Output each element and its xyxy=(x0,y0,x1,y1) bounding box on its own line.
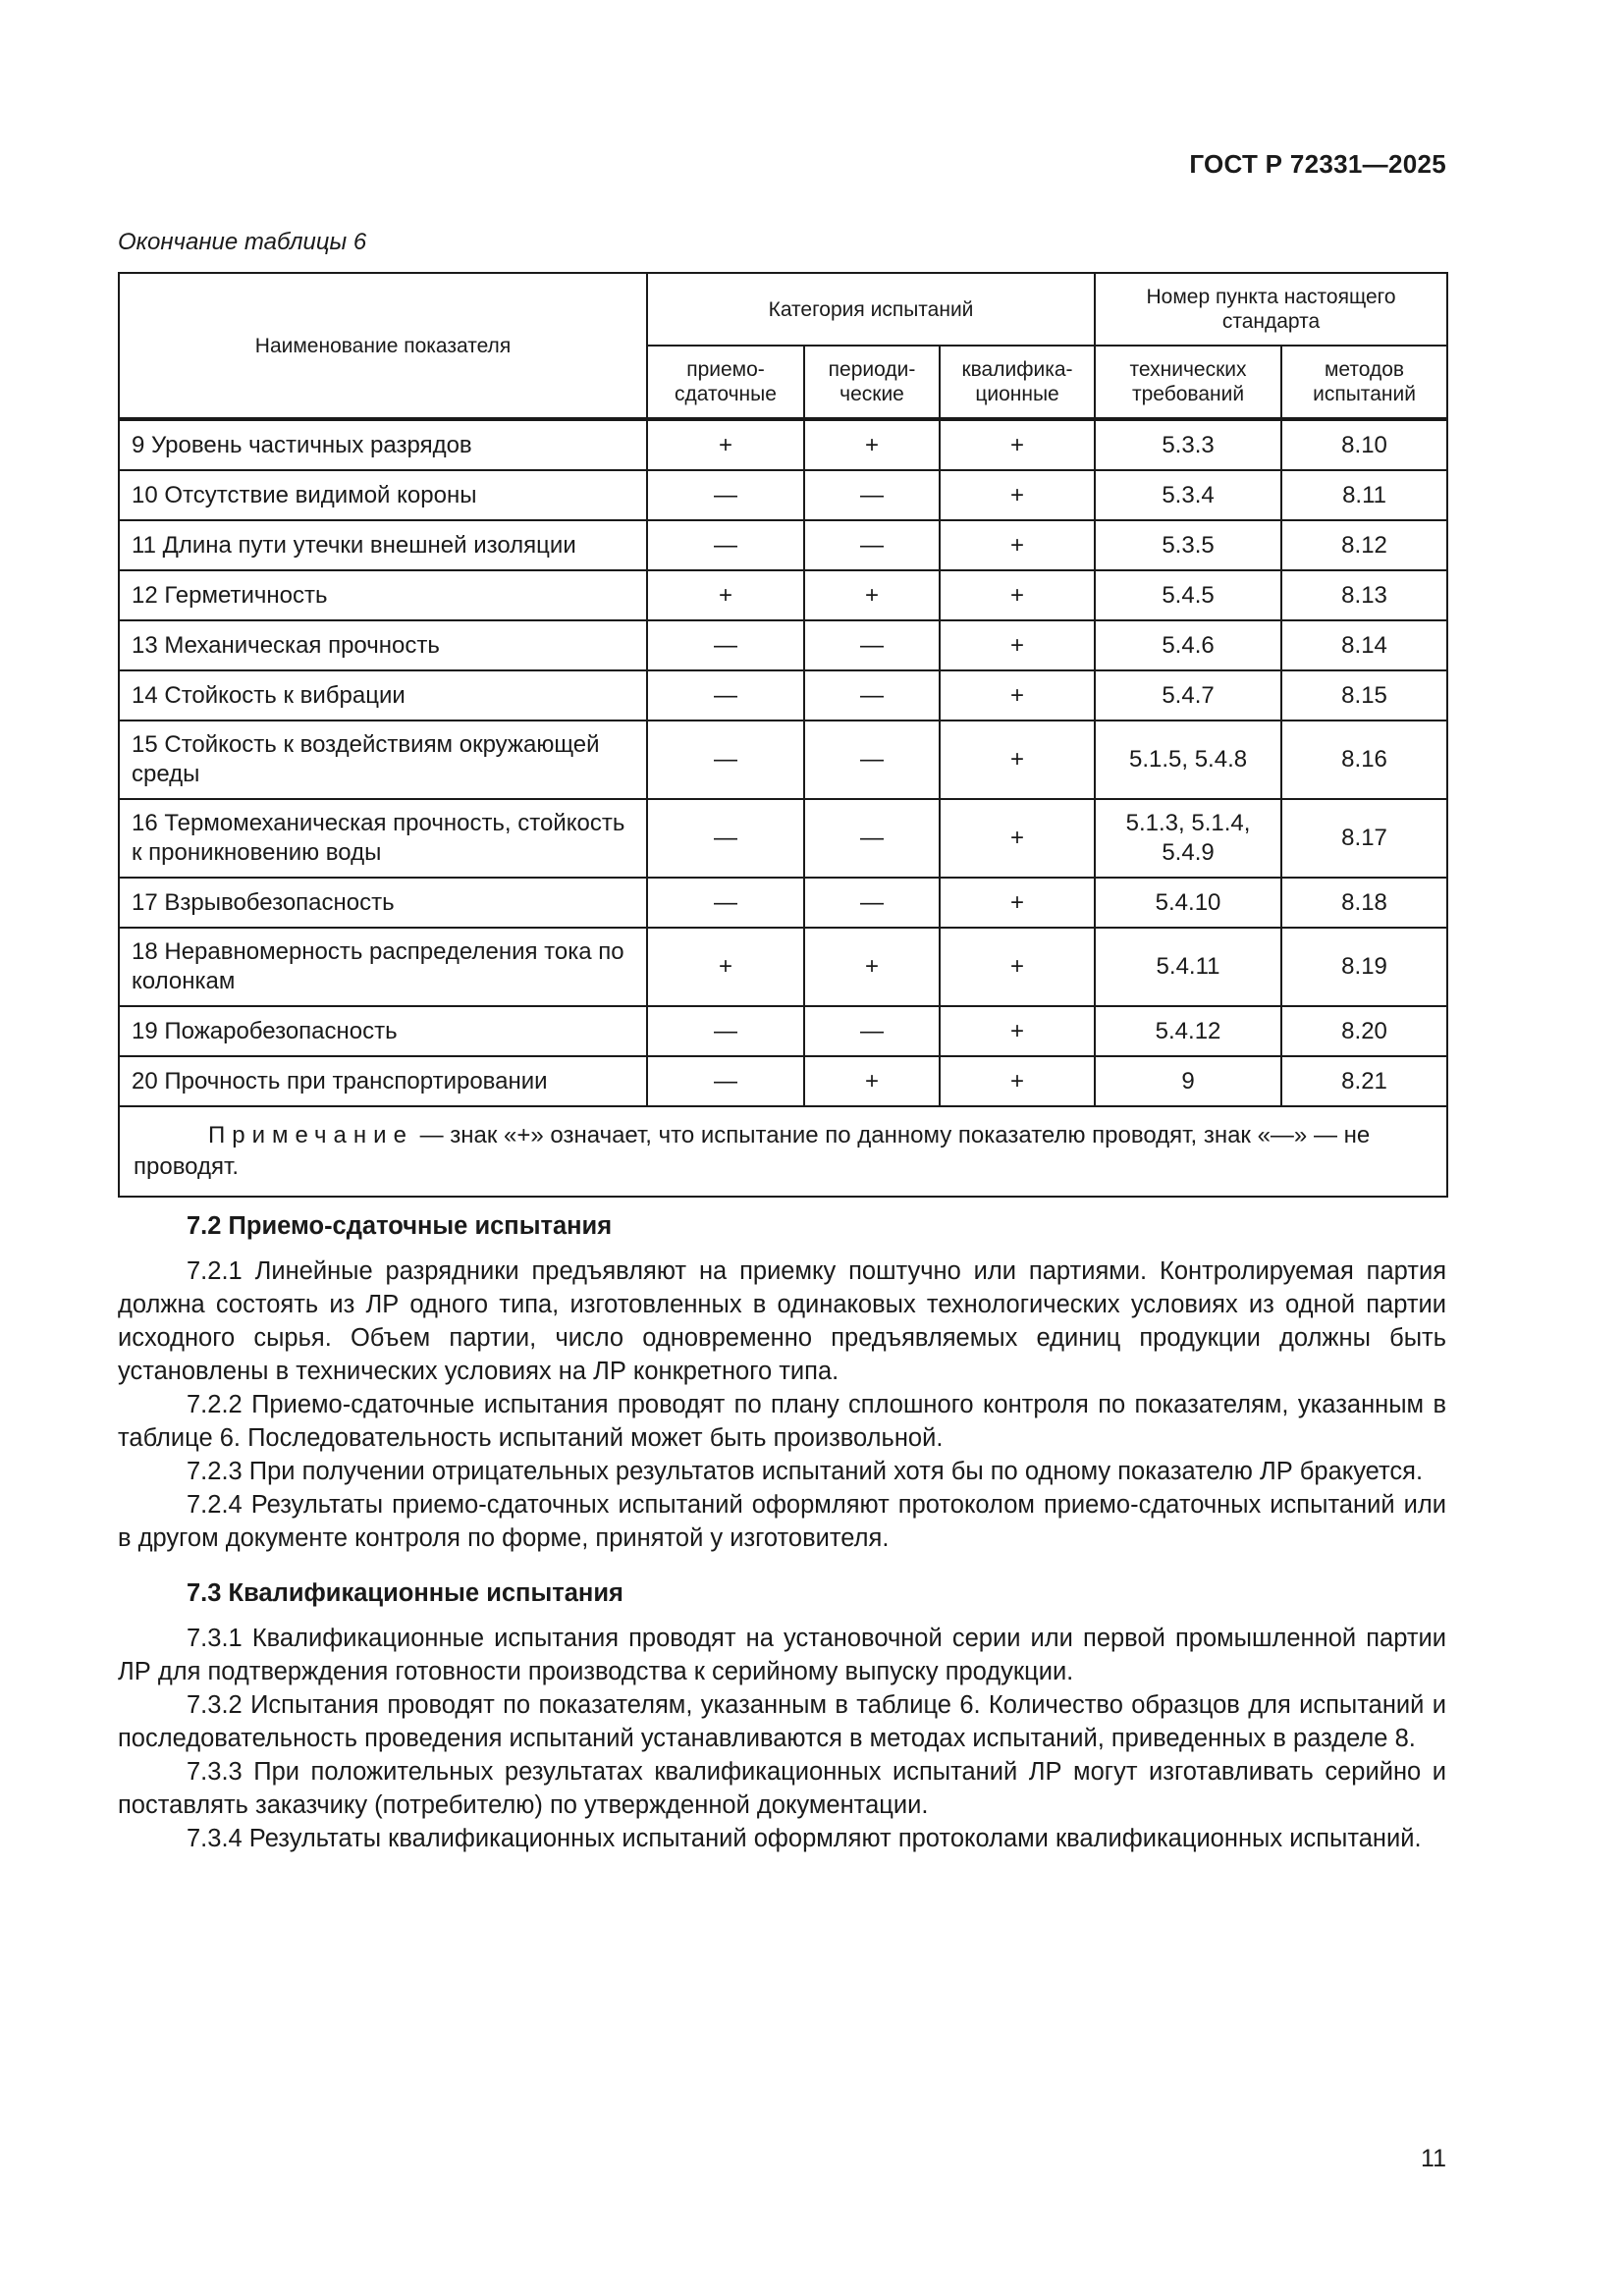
table-row xyxy=(119,670,1447,721)
cell-indicator-name: 19 Пожаробезопасность xyxy=(119,1006,647,1056)
cell-periodic: — xyxy=(804,470,940,520)
cell-test-method: 8.12 xyxy=(1281,520,1447,570)
cell-indicator-name: 18 Неравномерность распределения тока по колонкам xyxy=(119,928,647,1006)
cell-test-method: 8.20 xyxy=(1281,1006,1447,1056)
cell-test-method: 8.15 xyxy=(1281,670,1447,721)
table-row xyxy=(119,878,1447,928)
paragraph: 7.3.1 Квалификационные испытания проводят на установочной серии или первой промышленной партии ЛР для подтверждения готовности производства к серийному выпуску продукции. xyxy=(118,1625,1446,1685)
cell-tech-requirements: 5.4.10 xyxy=(1095,878,1281,928)
section-heading-7-2: 7.2 Приемо-сдаточные испытания xyxy=(187,1212,613,1240)
document-standard-id: ГОСТ Р 72331—2025 xyxy=(1189,149,1446,179)
table-note-row xyxy=(119,1106,1447,1197)
table-row xyxy=(119,1006,1447,1056)
cell-indicator-name: 17 Взрывобезопасность xyxy=(119,878,647,928)
table-row xyxy=(119,520,1447,570)
cell-acceptance: — xyxy=(647,799,804,878)
cell-tech-requirements: 9 xyxy=(1095,1056,1281,1106)
paragraph: 7.3.2 Испытания проводят по показателям, указанным в таблице 6. Количество образцов для испытаний и последовательность проведения испытаний устанавливаются в методах испытаний, приведенных в разделе 8. xyxy=(118,1691,1446,1752)
cell-periodic: + xyxy=(804,570,940,620)
cell-tech-requirements: 5.3.5 xyxy=(1095,520,1281,570)
cell-test-method: 8.18 xyxy=(1281,878,1447,928)
cell-indicator-name: 14 Стойкость к вибрации xyxy=(119,670,647,721)
paragraph: 7.2.4 Результаты приемо-сдаточных испытаний оформляют протоколом приемо-сдаточных испытаний или в другом документе контроля по форме, принятой у изготовителя. xyxy=(118,1491,1446,1552)
cell-periodic: — xyxy=(804,670,940,721)
cell-test-method: 8.13 xyxy=(1281,570,1447,620)
cell-tech-requirements: 5.1.3, 5.1.4, 5.4.9 xyxy=(1095,799,1281,878)
cell-periodic: + xyxy=(804,1056,940,1106)
cell-tech-requirements: 5.3.3 xyxy=(1095,419,1281,470)
cell-acceptance: — xyxy=(647,1056,804,1106)
cell-qualification: + xyxy=(940,928,1095,1006)
cell-periodic: — xyxy=(804,1006,940,1056)
cell-indicator-name: 12 Герметичность xyxy=(119,570,647,620)
paragraph: 7.3.3 При положительных результатах квалификационных испытаний ЛР могут изготавливать серийно и поставлять заказчику (потребителю) по утвержденной документации. xyxy=(118,1758,1446,1819)
cell-periodic: — xyxy=(804,721,940,799)
table-row xyxy=(119,1056,1447,1106)
cell-qualification: + xyxy=(940,470,1095,520)
cell-periodic: — xyxy=(804,520,940,570)
cell-acceptance: — xyxy=(647,878,804,928)
cell-acceptance: + xyxy=(647,928,804,1006)
cell-test-method: 8.10 xyxy=(1281,419,1447,470)
column-header-name: Наименование показателя xyxy=(119,273,647,419)
table-row xyxy=(119,721,1447,799)
cell-acceptance: — xyxy=(647,1006,804,1056)
cell-tech-requirements: 5.3.4 xyxy=(1095,470,1281,520)
cell-qualification: + xyxy=(940,620,1095,670)
cell-tech-requirements: 5.4.6 xyxy=(1095,620,1281,670)
cell-test-method: 8.17 xyxy=(1281,799,1447,878)
cell-qualification: + xyxy=(940,670,1095,721)
cell-periodic: — xyxy=(804,799,940,878)
note-text: — знак «+» означает, что испытание по данному показателю проводят, знак «—» — не проводят. xyxy=(134,1122,1371,1180)
cell-indicator-name: 15 Стойкость к воздействиям окружающей среды xyxy=(119,721,647,799)
cell-acceptance: — xyxy=(647,670,804,721)
body-text xyxy=(118,1209,1446,1855)
cell-test-method: 8.16 xyxy=(1281,721,1447,799)
cell-tech-requirements: 5.4.5 xyxy=(1095,570,1281,620)
paragraph: 7.2.1 Линейные разрядники предъявляют на приемку поштучно или партиями. Контролируемая партия должна состоять из ЛР одного типа, изготовленных в одинаковых технологических условиях из одной партии исходного сырья. Объем партии, число одновременно предъявляемых единиц продукции должны быть установлены в технических условиях на ЛР конкретного типа. xyxy=(118,1257,1446,1385)
tests-table xyxy=(118,272,1448,1198)
column-header-test-methods: методов испытаний xyxy=(1281,346,1447,419)
table-caption: Окончание таблицы 6 xyxy=(118,229,367,255)
cell-test-method: 8.19 xyxy=(1281,928,1447,1006)
table-row xyxy=(119,799,1447,878)
note-label: Примечание xyxy=(208,1122,413,1148)
column-group-clause: Номер пункта настоящего стандарта xyxy=(1095,273,1447,346)
column-group-category: Категория испытаний xyxy=(647,273,1095,346)
page-number: 11 xyxy=(1421,2145,1446,2172)
paragraph: 7.2.2 Приемо-сдаточные испытания проводят по плану сплошного контроля по показателям, указанным в таблице 6. Последовательность испытаний может быть произвольной. xyxy=(118,1391,1446,1452)
column-header-periodic: периоди-ческие xyxy=(804,346,940,419)
table-row xyxy=(119,928,1447,1006)
cell-qualification: + xyxy=(940,721,1095,799)
cell-periodic: — xyxy=(804,878,940,928)
table-row xyxy=(119,620,1447,670)
cell-acceptance: + xyxy=(647,570,804,620)
cell-test-method: 8.21 xyxy=(1281,1056,1447,1106)
cell-qualification: + xyxy=(940,1056,1095,1106)
cell-qualification: + xyxy=(940,1006,1095,1056)
cell-qualification: + xyxy=(940,570,1095,620)
cell-acceptance: — xyxy=(647,520,804,570)
cell-acceptance: — xyxy=(647,470,804,520)
cell-test-method: 8.11 xyxy=(1281,470,1447,520)
cell-periodic: — xyxy=(804,620,940,670)
table-header-row xyxy=(119,273,1447,346)
paragraph: 7.2.3 При получении отрицательных результатов испытаний хотя бы по одному показателю ЛР бракуется. xyxy=(187,1458,1424,1485)
cell-tech-requirements: 5.4.7 xyxy=(1095,670,1281,721)
cell-periodic: + xyxy=(804,419,940,470)
paragraph: 7.3.4 Результаты квалификационных испытаний оформляют протоколами квалификационных испытаний. xyxy=(187,1825,1422,1852)
column-header-tech-requirements: технических требований xyxy=(1095,346,1281,419)
cell-indicator-name: 9 Уровень частичных разрядов xyxy=(119,419,647,470)
section-heading-7-3: 7.3 Квалификационные испытания xyxy=(187,1579,623,1607)
cell-tech-requirements: 5.4.11 xyxy=(1095,928,1281,1006)
cell-tech-requirements: 5.4.12 xyxy=(1095,1006,1281,1056)
table-note xyxy=(119,1106,1447,1197)
table-row xyxy=(119,470,1447,520)
cell-acceptance: — xyxy=(647,620,804,670)
cell-indicator-name: 11 Длина пути утечки внешней изоляции xyxy=(119,520,647,570)
cell-qualification: + xyxy=(940,520,1095,570)
cell-indicator-name: 20 Прочность при транспортировании xyxy=(119,1056,647,1106)
cell-qualification: + xyxy=(940,878,1095,928)
table-row xyxy=(119,570,1447,620)
column-header-qualification: квалифика-ционные xyxy=(940,346,1095,419)
cell-qualification: + xyxy=(940,419,1095,470)
cell-acceptance: — xyxy=(647,721,804,799)
cell-indicator-name: 16 Термомеханическая прочность, стойкость к проникновению воды xyxy=(119,799,647,878)
cell-acceptance: + xyxy=(647,419,804,470)
cell-tech-requirements: 5.1.5, 5.4.8 xyxy=(1095,721,1281,799)
cell-indicator-name: 10 Отсутствие видимой короны xyxy=(119,470,647,520)
cell-qualification: + xyxy=(940,799,1095,878)
cell-indicator-name: 13 Механическая прочность xyxy=(119,620,647,670)
table-body xyxy=(119,419,1447,1106)
cell-periodic: + xyxy=(804,928,940,1006)
cell-test-method: 8.14 xyxy=(1281,620,1447,670)
column-header-acceptance: приемо-сдаточные xyxy=(647,346,804,419)
table-row xyxy=(119,419,1447,470)
